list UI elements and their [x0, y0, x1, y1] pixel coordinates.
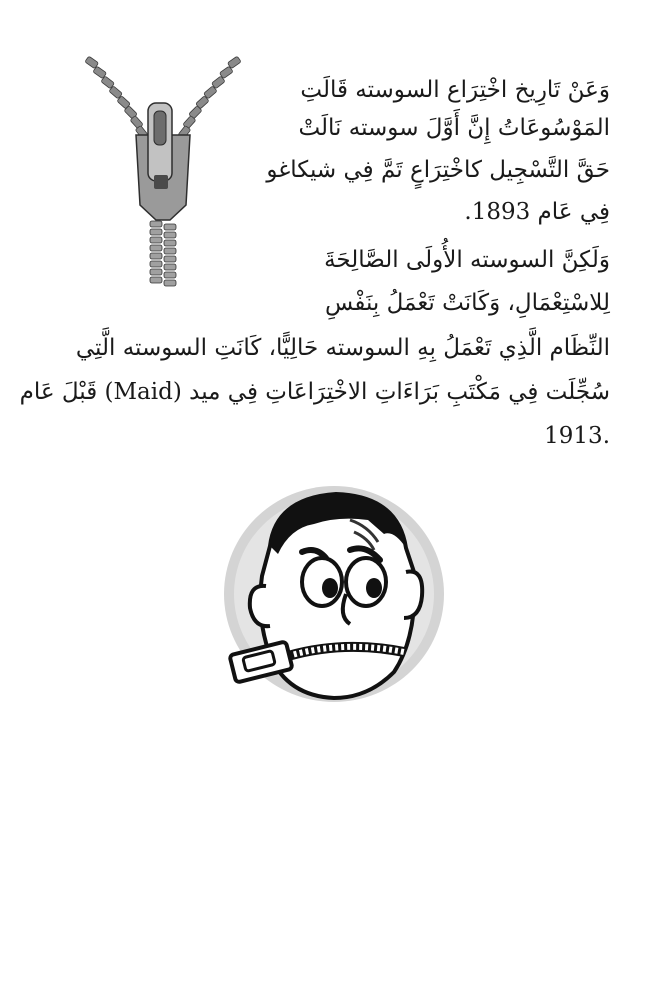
article-line-6: لِلاسْتِعْمَالِ، وَكَانَتْ تَعْمَلُ بِنَفْسِ [325, 290, 610, 316]
article-line-9: .1913 [544, 423, 610, 449]
zipper-photo [78, 55, 256, 287]
article-line-2: المَوْسُوعَاتُ إِنَّ أَوَّلَ سوسته نَالَتْ [298, 115, 610, 141]
zipped-mouth-face-illustration [218, 476, 446, 706]
article-line-8: سُجِّلَت فِي مَكْتَبِ بَرَاءَاتِ الاخْتِرَاعَاتِ فِي ميد (Maid) قَبْلَ عَام [19, 379, 610, 405]
article-line-3: حَقَّ التَّسْجِيل كاخْتِرَاعٍ تَمَّ فِي شيكاغو [266, 157, 610, 183]
article-line-5: وَلَكِنَّ السوسته الأُولَى الصَّالِحَةَ [324, 247, 610, 273]
article-line-4: فِي عَام 1893. [464, 199, 610, 225]
article-line-1: وَعَنْ تَارِيخ اخْتِرَاع السوسته قَالَتِ [300, 77, 610, 103]
article-line-7: النِّظَام الَّذِي تَعْمَلُ بِهِ السوسته حَالِيًّا، كَانَتِ السوسته الَّتِي [75, 335, 610, 361]
